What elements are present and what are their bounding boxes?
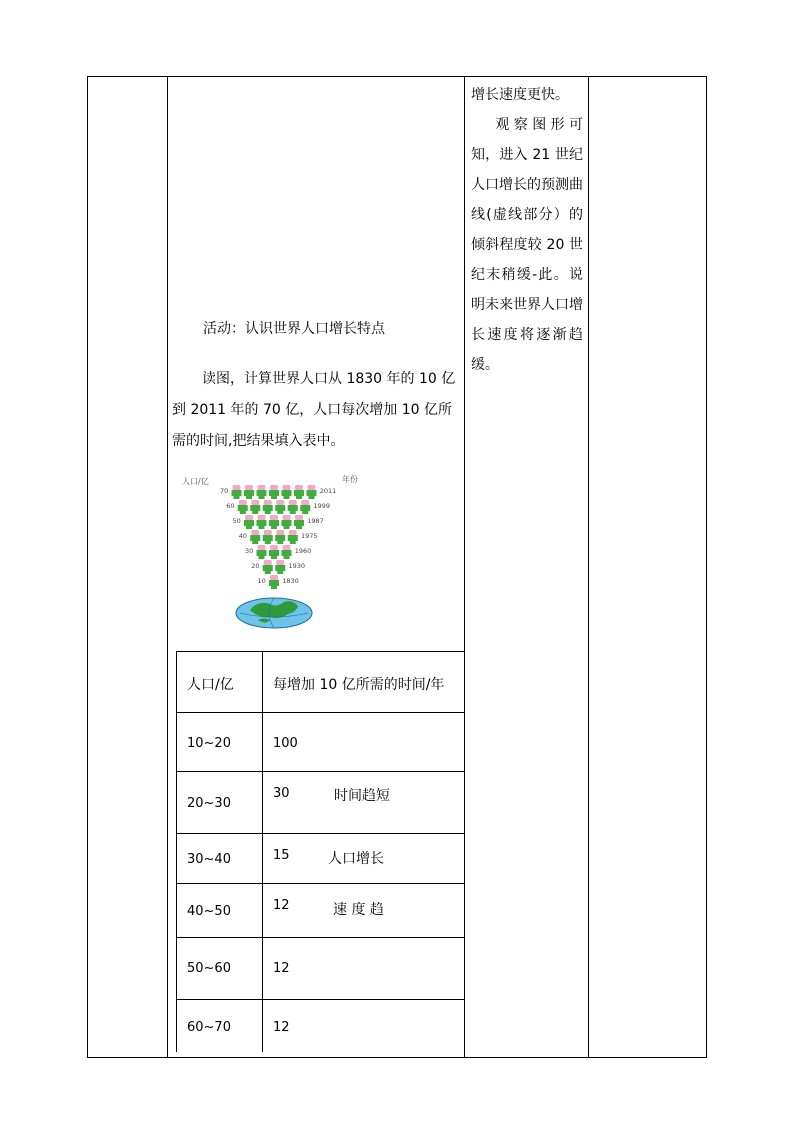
- table-cell: 12: [263, 1000, 466, 1053]
- figure-x-label: 年份: [342, 475, 358, 484]
- population-label: 20: [251, 562, 260, 570]
- people-icons: [220, 485, 336, 589]
- person-icon: [269, 485, 279, 499]
- table-cell: 15: [263, 834, 466, 884]
- activity-title: 活动：认识世界人口增长特点: [203, 321, 385, 337]
- table-cell: 30~40: [177, 834, 263, 884]
- person-icon: [282, 515, 292, 529]
- table-cell: 50~60: [177, 938, 263, 1000]
- person-icon: [269, 515, 279, 529]
- notes-paragraph-text: 观察图形可知，进入 21 世纪人口增长的预测曲线(虚线部分）的倾斜程度较 20 世纪末稍缓-此。说明未来世界人口增长速度将逐渐趋缓。: [471, 117, 583, 373]
- column-divider: [588, 77, 589, 1057]
- population-label: 40: [238, 532, 247, 540]
- person-icon: [250, 500, 260, 514]
- table-cell: 12: [263, 938, 466, 1000]
- column-divider: [167, 77, 168, 1057]
- person-icon: [294, 515, 304, 529]
- person-icon: [282, 485, 292, 499]
- table-row: [177, 713, 466, 772]
- year-label: 1975: [301, 532, 318, 540]
- population-label: 50: [232, 517, 241, 525]
- person-icon: [294, 485, 304, 499]
- population-label: 70: [219, 487, 229, 495]
- activity-text-content: 读图，计算世界人口从 1830 年的 10 亿到 2011 年的 70 亿，人口每次增加 10 亿所需的时间,把结果填入表中。: [172, 371, 456, 449]
- table-annotation: 速 度 趋: [333, 902, 384, 918]
- table-annotation: 时间趋短: [334, 788, 390, 804]
- table-cell: 100: [263, 713, 466, 772]
- person-icon: [263, 530, 273, 544]
- table-header: 人口/亿: [177, 652, 263, 713]
- person-icon: [257, 485, 267, 499]
- table-cell: 12: [263, 884, 466, 938]
- person-icon: [275, 500, 285, 514]
- table-row: [177, 834, 466, 884]
- year-label: 1830: [282, 577, 299, 585]
- table-annotation: 人口增长: [328, 851, 384, 867]
- person-icon: [232, 485, 242, 499]
- person-icon: [307, 485, 317, 499]
- table-header: 每增加 10 亿所需的时间/年: [263, 652, 466, 713]
- table-cell: 40~50: [177, 884, 263, 938]
- table-cell: 20~30: [177, 772, 263, 834]
- table-row: [177, 884, 466, 938]
- table-cell: 10~20: [177, 713, 263, 772]
- activity-text: [172, 364, 460, 457]
- table-header-row: [177, 652, 466, 713]
- year-label: 1987: [307, 517, 324, 525]
- table-row: [177, 772, 466, 834]
- year-label: 1999: [313, 502, 331, 510]
- person-icon: [275, 530, 285, 544]
- person-icon: [250, 530, 260, 544]
- teacher-notes: [471, 80, 583, 380]
- table-row: [177, 1000, 466, 1053]
- notes-line: 增长速度更快。: [471, 87, 569, 103]
- person-icon: [238, 500, 248, 514]
- person-icon: [244, 515, 254, 529]
- notes-paragraph: [471, 110, 583, 380]
- year-label: 1930: [288, 562, 306, 570]
- person-icon: [300, 500, 310, 514]
- person-icon: [282, 545, 292, 559]
- year-label: 2011: [319, 487, 337, 495]
- table-cell: 60~70: [177, 1000, 263, 1053]
- population-time-table: [176, 651, 465, 1052]
- person-icon: [288, 530, 298, 544]
- person-icon: [257, 515, 267, 529]
- person-icon: [275, 560, 285, 574]
- globe-icon: [236, 598, 312, 628]
- person-icon: [288, 500, 298, 514]
- population-label: 10: [257, 577, 266, 585]
- population-label: 60: [226, 502, 235, 510]
- year-label: 1960: [294, 547, 312, 555]
- person-icon: [244, 485, 254, 499]
- population-figure: [180, 472, 370, 634]
- figure-y-label: 人口/亿: [182, 477, 209, 486]
- person-icon: [263, 560, 273, 574]
- table-row: [177, 938, 466, 1000]
- person-icon: [269, 575, 279, 589]
- person-icon: [257, 545, 267, 559]
- population-label: 30: [244, 547, 254, 555]
- table-cell: 30: [263, 772, 466, 834]
- person-icon: [263, 500, 273, 514]
- person-icon: [269, 545, 279, 559]
